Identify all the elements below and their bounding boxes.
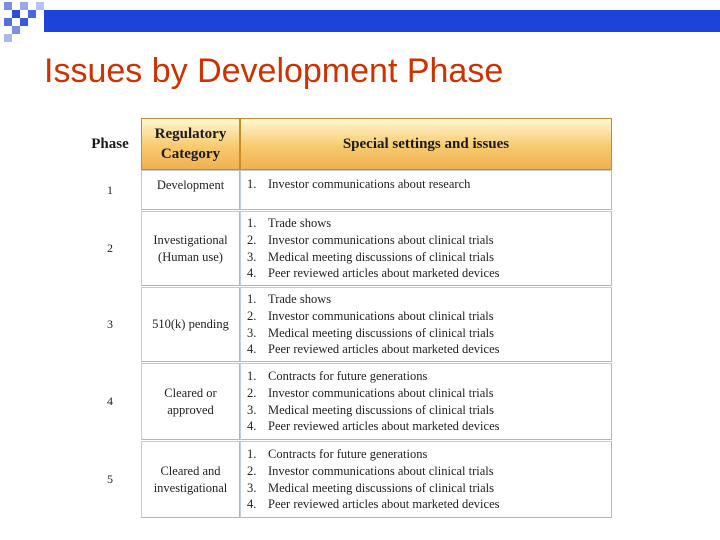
issue-number: 1. bbox=[247, 369, 257, 384]
phase-number: 1 bbox=[107, 182, 113, 197]
issue-number: 4. bbox=[247, 497, 257, 512]
table-row bbox=[80, 170, 612, 210]
issue-item bbox=[247, 368, 611, 385]
issue-text: Contracts for future generations bbox=[268, 447, 428, 462]
issues-cell bbox=[240, 211, 612, 286]
issue-text: Medical meeting discussions of clinical trials bbox=[268, 325, 494, 340]
regulatory-category-text: Development bbox=[156, 178, 225, 192]
regulatory-category-cell bbox=[141, 287, 240, 362]
issue-text: Investor communications about research bbox=[268, 177, 471, 191]
issues-cell bbox=[240, 170, 612, 210]
issue-number: 2. bbox=[247, 463, 257, 478]
issue-item bbox=[247, 418, 611, 435]
issue-number: 2. bbox=[247, 385, 257, 400]
issue-text: Peer reviewed articles about marketed devices bbox=[268, 419, 500, 434]
header-regulatory-category: Regulatory Category bbox=[141, 118, 240, 170]
issues-cell bbox=[240, 287, 612, 362]
regulatory-category-cell bbox=[141, 170, 240, 210]
table-row bbox=[80, 363, 612, 440]
issue-text: Peer reviewed articles about marketed devices bbox=[268, 266, 500, 281]
regulatory-category-cell bbox=[141, 441, 240, 518]
issue-item bbox=[247, 291, 611, 308]
issue-number: 2. bbox=[247, 232, 257, 247]
issue-number: 4. bbox=[247, 266, 257, 281]
issue-number: 3. bbox=[247, 325, 257, 340]
issue-number: 1. bbox=[247, 447, 257, 462]
issue-text: Trade shows bbox=[268, 216, 332, 231]
issue-text: Medical meeting discussions of clinical trials bbox=[268, 480, 494, 495]
issue-number: 4. bbox=[247, 342, 257, 357]
slide-title: Issues by Development Phase bbox=[44, 52, 504, 90]
issue-number: 3. bbox=[247, 402, 257, 417]
issues-cell bbox=[240, 441, 612, 518]
issue-item bbox=[247, 232, 611, 249]
regulatory-category-cell bbox=[141, 211, 240, 286]
table-row bbox=[80, 211, 612, 286]
issue-item bbox=[247, 341, 611, 358]
table-row bbox=[80, 441, 612, 518]
issues-table bbox=[80, 118, 612, 518]
issue-text: Medical meeting discussions of clinical trials bbox=[268, 402, 494, 417]
issue-text: Investor communications about clinical trials bbox=[268, 463, 494, 478]
issue-item bbox=[247, 249, 611, 266]
issue-text: Contracts for future generations bbox=[268, 369, 428, 384]
regulatory-category-text: Cleared and investigational bbox=[153, 463, 228, 495]
issue-text: Medical meeting discussions of clinical trials bbox=[268, 249, 494, 264]
issue-number: 1. bbox=[247, 177, 257, 191]
issue-number: 1. bbox=[247, 292, 257, 307]
issue-item bbox=[247, 215, 611, 232]
issue-number: 3. bbox=[247, 480, 257, 495]
regulatory-category-cell bbox=[141, 363, 240, 440]
header-special-settings: Special settings and issues bbox=[240, 118, 612, 170]
issue-item bbox=[247, 176, 611, 193]
issue-text: Peer reviewed articles about marketed devices bbox=[268, 342, 500, 357]
issue-item bbox=[247, 265, 611, 282]
regulatory-category-text: Cleared or approved bbox=[164, 385, 217, 417]
table-row bbox=[80, 287, 612, 362]
issue-item bbox=[247, 308, 611, 325]
title-bar-accent bbox=[44, 10, 720, 32]
regulatory-category-text: Investigational (Human use) bbox=[153, 232, 228, 264]
issue-item bbox=[247, 446, 611, 463]
issue-text: Investor communications about clinical trials bbox=[268, 308, 494, 323]
issue-text: Investor communications about clinical trials bbox=[268, 385, 494, 400]
issue-item bbox=[247, 402, 611, 419]
phase-number: 3 bbox=[107, 317, 113, 331]
issue-number: 3. bbox=[247, 249, 257, 264]
issue-text: Trade shows bbox=[268, 292, 332, 307]
phase-number: 4 bbox=[107, 394, 113, 408]
issue-item bbox=[247, 463, 611, 480]
phase-number: 5 bbox=[107, 472, 113, 486]
issue-text: Investor communications about clinical trials bbox=[268, 232, 494, 247]
issue-number: 4. bbox=[247, 419, 257, 434]
regulatory-category-text: 510(k) pending bbox=[152, 317, 229, 331]
issue-text: Peer reviewed articles about marketed devices bbox=[268, 497, 500, 512]
issue-number: 2. bbox=[247, 308, 257, 323]
issue-number: 1. bbox=[247, 216, 257, 231]
issue-item bbox=[247, 496, 611, 513]
phase-number: 2 bbox=[107, 241, 113, 255]
issue-item bbox=[247, 325, 611, 342]
header-phase: Phase bbox=[91, 136, 129, 152]
issue-item bbox=[247, 385, 611, 402]
issue-item bbox=[247, 480, 611, 497]
issues-cell bbox=[240, 363, 612, 440]
